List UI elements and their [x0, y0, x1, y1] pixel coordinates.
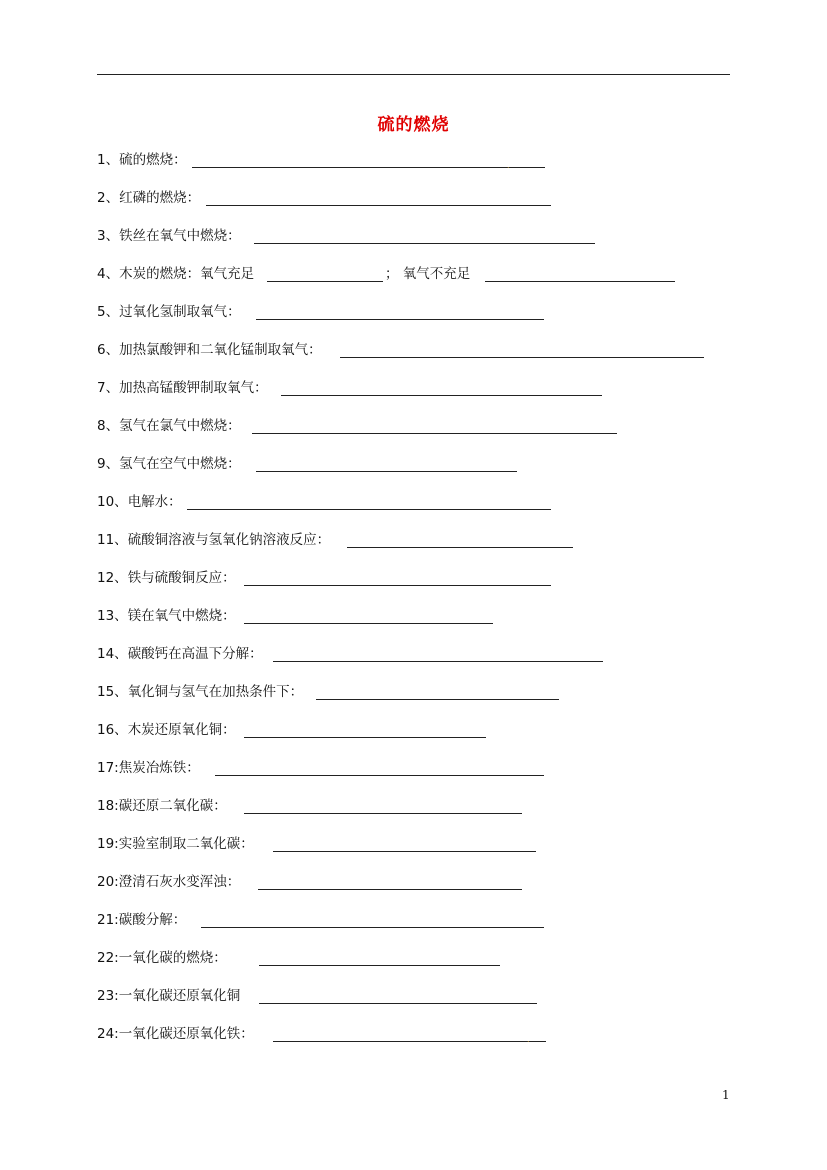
question-18	[97, 796, 227, 816]
question-number: 4、	[97, 266, 120, 282]
question-text: 过氧化氢制取氧气：	[119, 304, 241, 320]
answer-blank[interactable]	[244, 623, 493, 624]
question-text: 氧化铜与氢气在加热条件下：	[127, 684, 304, 700]
question-text: 一氧化碳的燃烧：	[118, 950, 227, 966]
answer-blank[interactable]	[258, 889, 522, 890]
answer-blank[interactable]	[244, 813, 522, 814]
question-text: 镁在氧气中燃烧：	[127, 608, 236, 624]
question-text: 电解水：	[127, 494, 182, 510]
question-text: 铁与硫酸铜反应：	[127, 570, 236, 586]
question-21	[97, 910, 186, 930]
question-number: 11、	[97, 532, 128, 548]
question-number: 21:	[97, 912, 119, 928]
question-number: 20:	[97, 874, 119, 890]
question-number: 22:	[97, 950, 119, 966]
question-text: 木炭的燃烧：氧气充足	[119, 266, 255, 282]
question-16	[97, 720, 236, 740]
question-text: 氢气在氯气中燃烧：	[119, 418, 241, 434]
answer-blank[interactable]	[281, 395, 602, 396]
question-text: 红磷的燃烧：	[119, 190, 201, 206]
answer-blank[interactable]	[215, 775, 544, 776]
question-2	[97, 188, 200, 208]
question-number: 16、	[97, 722, 128, 738]
question-text: 硫酸铜溶液与氢氧化钠溶液反应：	[127, 532, 331, 548]
question-number: 18:	[97, 798, 119, 814]
question-text: 加热氯酸钾和二氧化锰制取氧气：	[119, 342, 322, 358]
question-10	[97, 492, 182, 512]
answer-blank[interactable]	[273, 661, 603, 662]
question-number: 23:	[97, 988, 119, 1004]
stray-dot: .	[527, 1035, 530, 1044]
question-number: 10、	[97, 494, 128, 510]
stray-dot: .	[507, 161, 510, 170]
question-number: 6、	[97, 342, 120, 358]
question-text: 一氧化碳还原氧化铁：	[118, 1026, 254, 1042]
answer-blank[interactable]	[273, 1041, 546, 1042]
answer-blank[interactable]	[259, 1003, 537, 1004]
answer-blank[interactable]	[244, 585, 551, 586]
question-text-mid: ； 氧气不充足	[385, 266, 471, 282]
page-title: 硫的燃烧	[377, 115, 450, 135]
answer-blank[interactable]	[252, 433, 617, 434]
answer-blank-insufficient[interactable]	[485, 281, 675, 282]
answer-blank[interactable]	[347, 547, 573, 548]
question-11	[97, 530, 330, 550]
header-rule	[97, 74, 730, 75]
question-text: 一氧化碳还原氧化铜	[118, 988, 241, 1004]
question-22	[97, 948, 227, 968]
answer-blank-sufficient[interactable]	[267, 281, 383, 282]
question-14	[97, 644, 263, 664]
question-1	[97, 150, 510, 170]
question-number: 13、	[97, 608, 128, 624]
question-15	[97, 682, 303, 702]
question-number: 19:	[97, 836, 119, 852]
question-text: 碳酸分解：	[118, 912, 187, 928]
answer-blank[interactable]	[254, 243, 595, 244]
question-number: 3、	[97, 228, 120, 244]
question-17	[97, 758, 200, 778]
answer-blank[interactable]	[259, 965, 500, 966]
answer-blank[interactable]	[340, 357, 704, 358]
question-13	[97, 606, 236, 626]
question-5	[97, 302, 241, 322]
question-20	[97, 872, 240, 892]
question-number: 14、	[97, 646, 128, 662]
question-19	[97, 834, 254, 854]
answer-blank[interactable]	[256, 471, 517, 472]
answer-blank[interactable]	[192, 167, 545, 168]
question-number: 15、	[97, 684, 128, 700]
question-text: 铁丝在氧气中燃烧：	[119, 228, 241, 244]
answer-blank[interactable]	[187, 509, 551, 510]
question-text: 碳还原二氧化碳：	[118, 798, 227, 814]
question-text: 氢气在空气中燃烧：	[119, 456, 241, 472]
question-9	[97, 454, 241, 474]
question-number: 5、	[97, 304, 120, 320]
question-number: 8、	[97, 418, 120, 434]
question-8	[97, 416, 241, 436]
question-number: 9、	[97, 456, 120, 472]
question-text: 碳酸钙在高温下分解：	[127, 646, 263, 662]
question-23	[97, 986, 240, 1006]
question-4	[97, 264, 697, 284]
question-number: 2、	[97, 190, 120, 206]
answer-blank[interactable]	[256, 319, 544, 320]
question-12	[97, 568, 236, 588]
question-24	[97, 1024, 530, 1044]
question-number: 24:	[97, 1026, 119, 1042]
page-number: 1	[722, 1088, 730, 1102]
answer-blank[interactable]	[316, 699, 559, 700]
question-7	[97, 378, 268, 398]
answer-blank[interactable]	[201, 927, 544, 928]
question-text: 实验室制取二氧化碳：	[118, 836, 254, 852]
question-6	[97, 340, 322, 360]
question-text: 加热高锰酸钾制取氧气：	[119, 380, 268, 396]
question-number: 12、	[97, 570, 128, 586]
answer-blank[interactable]	[206, 205, 551, 206]
answer-blank[interactable]	[273, 851, 536, 852]
question-text: 硫的燃烧：	[119, 152, 187, 168]
question-text: 木炭还原氧化铜：	[127, 722, 236, 738]
question-number: 7、	[97, 380, 120, 396]
question-text: 澄清石灰水变浑浊：	[118, 874, 241, 890]
question-number: 17:	[97, 760, 119, 776]
question-number: 1、	[97, 152, 120, 168]
answer-blank[interactable]	[244, 737, 486, 738]
question-text: 焦炭冶炼铁：	[118, 760, 200, 776]
question-3	[97, 226, 241, 246]
